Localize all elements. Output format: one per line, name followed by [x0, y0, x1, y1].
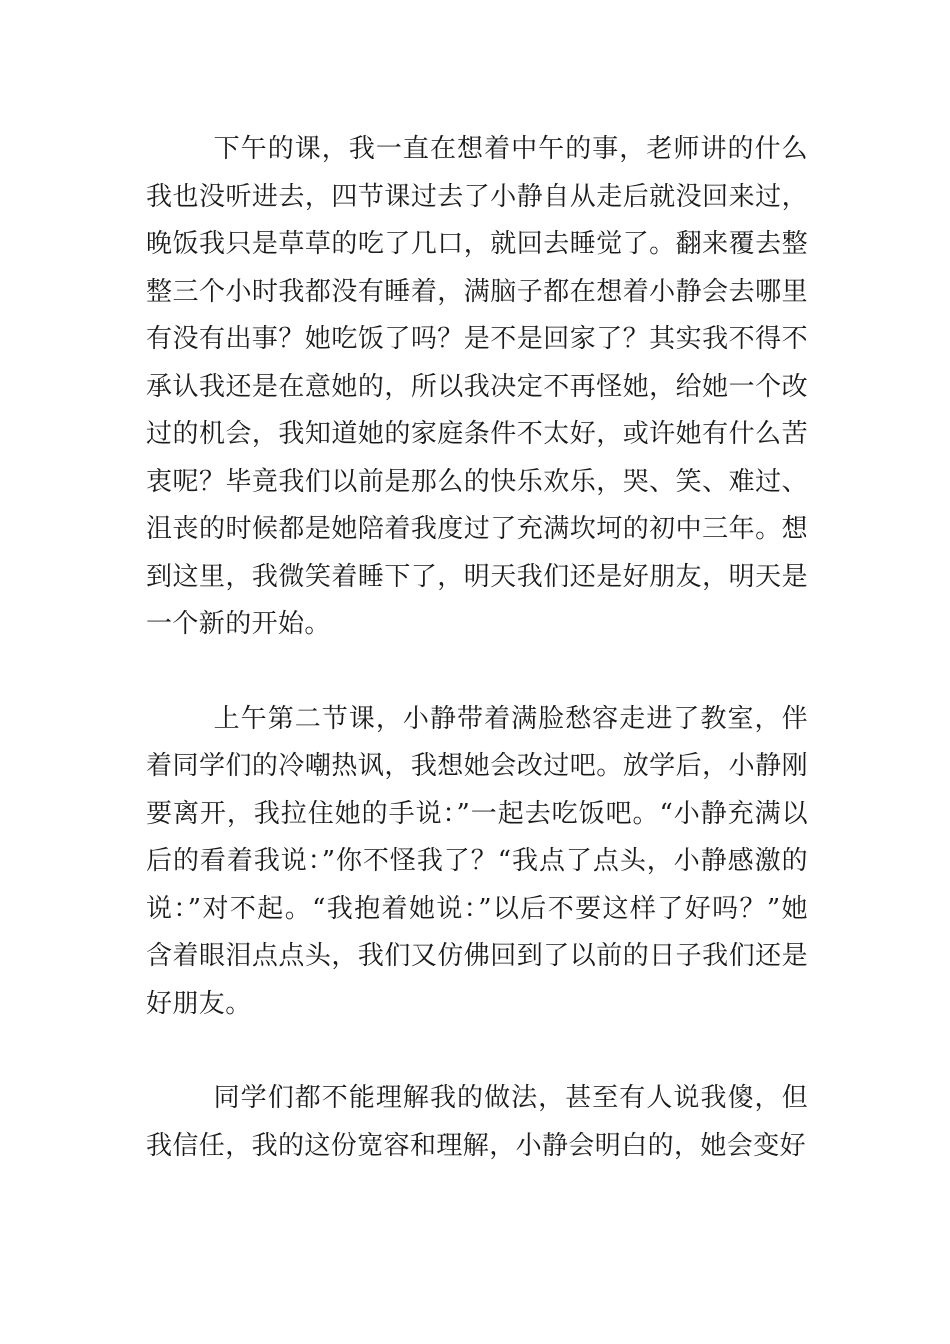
- document-body: [146, 126, 808, 1170]
- paragraph-1: 下午的课，我一直在想着中午的事，老师讲的什么我也没听进去，四节课过去了小静自从走后就没回来过，晚饭我只是草草的吃了几口，就回去睡觉了。翻来覆去整整三个小时我都没有睡着，满脑子都在想着小静会去哪里有没有出事？她吃饭了吗？是不是回家了？其实我不得不承认我还是在意她的，所以我决定不再怪她，给她一个改过的机会，我知道她的家庭条件不太好，或许她有什么苦衷呢？毕竟我们以前是那么的快乐欢乐，哭、笑、难过、沮丧的时候都是她陪着我度过了充满坎坷的初中三年。想到这里，我微笑着睡下了，明天我们还是好朋友，明天是一个新的开始。: [146, 134, 808, 639]
- paragraph-2: 上午第二节课，小静带着满脸愁容走进了教室，伴着同学们的冷嘲热讽，我想她会改过吧。放学后，小静刚要离开，我拉住她的手说：”一起去吃饭吧。“小静充满以后的看着我说：”你不怪我了？“我点了点头，小静感激的说：”对不起。“我抱着她说：”以后不要这样了好吗？”她含着眼泪点点头，我们又仿佛回到了以前的日子我们还是好朋友。: [146, 703, 808, 1019]
- paragraph-3: 同学们都不能理解我的做法，甚至有人说我傻，但我信任，我的这份宽容和理解，小静会明白的，她会变好: [146, 1083, 808, 1161]
